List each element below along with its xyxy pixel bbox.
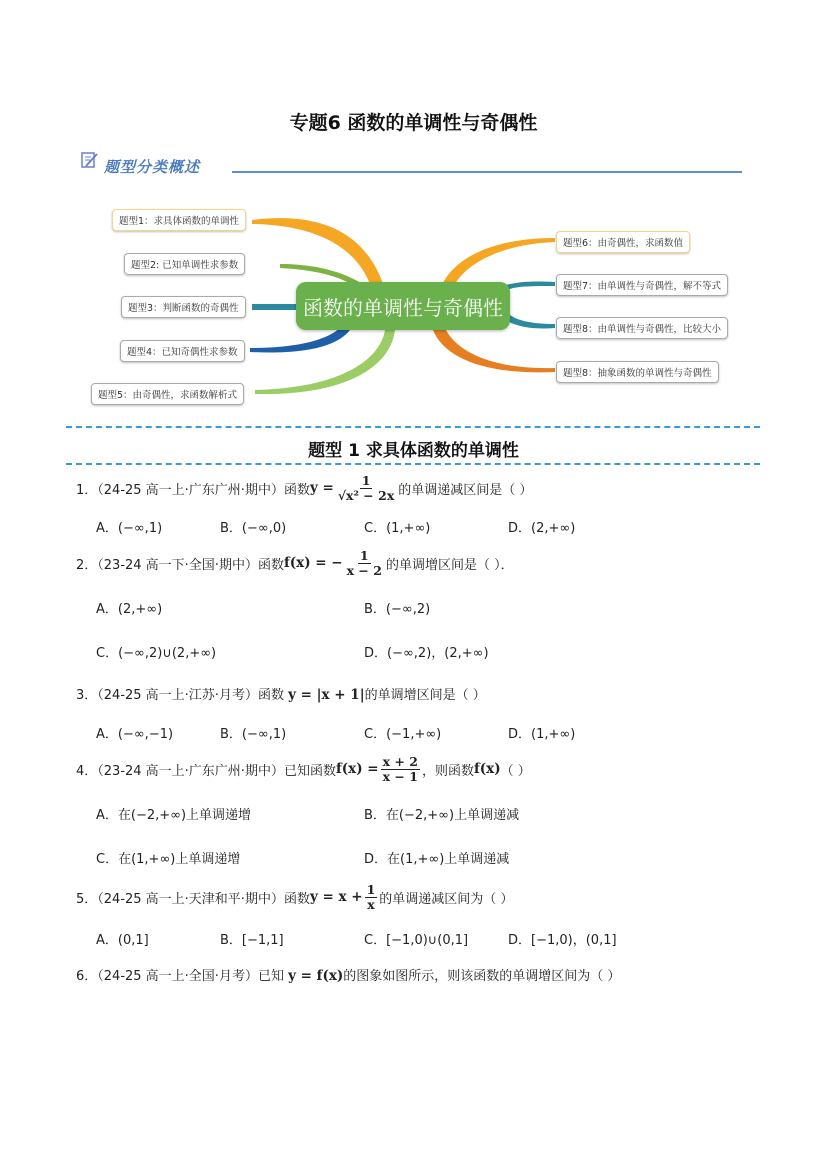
- mindmap-item-type5: 题型5：由奇偶性，求函数解析式: [91, 383, 244, 405]
- question-1-prefix: 1．（24-25 高一上·广东广州·期中）函数: [76, 482, 310, 498]
- question-4: [76, 755, 531, 784]
- q2-option-b: B．(−∞,2): [364, 602, 431, 617]
- question-5-fraction: [365, 883, 378, 912]
- question-1-fraction: [336, 474, 396, 503]
- fraction-numerator: 1: [366, 882, 376, 897]
- question-5-suffix: 的单调递减区间为（ ）: [379, 891, 514, 907]
- question-2: [76, 549, 514, 578]
- q4-option-b: B．在(−2,+∞)上单调递减: [364, 808, 520, 823]
- question-6-prefix: 6．（24-25 高一上·全国·月考）已知: [76, 969, 289, 984]
- q3-option-b: B．(−∞,1): [220, 727, 287, 742]
- question-5: [76, 883, 513, 912]
- mindmap-item-type8: 题型8：由单调性与奇偶性，比较大小: [556, 317, 728, 339]
- fraction-denominator: x: [367, 896, 375, 912]
- q3-option-c: C．(−1,+∞): [364, 727, 442, 742]
- q4-option-d: D．在(1,+∞)上单调递减: [364, 852, 510, 867]
- section-divider-top: [66, 426, 760, 428]
- fraction-denominator: √x² − 2x: [337, 487, 395, 503]
- fraction-denominator: x − 1: [382, 768, 418, 784]
- mindmap-item-type1: 题型1：求具体函数的单调性: [112, 209, 246, 231]
- section-title: 题型 1 求具体函数的单调性: [308, 441, 519, 461]
- mindmap-item-type2: 题型2: 已知单调性求参数: [124, 253, 245, 275]
- overview-divider: [232, 171, 742, 173]
- q5-option-a: A．(0,1]: [96, 933, 149, 948]
- question-4-func: f(x) =: [335, 761, 379, 778]
- mindmap-item-type4: 题型4：已知奇偶性求参数: [120, 340, 245, 362]
- page-title: 专题6 函数的单调性与奇偶性: [289, 112, 538, 134]
- question-4-func2: f(x): [473, 761, 501, 778]
- mindmap-item-type8b: 题型8：抽象函数的单调性与奇偶性: [556, 361, 719, 383]
- question-4-prefix: 4．（23-24 高一上·广东广州·期中）已知函数: [76, 763, 336, 779]
- mindmap-item-type6: 题型6：由奇偶性，求函数值: [556, 231, 690, 253]
- question-2-suffix: 的单调增区间是（ ）．: [385, 557, 514, 573]
- fraction-numerator: 1: [359, 548, 369, 563]
- question-4-mid: ，则函数: [421, 763, 474, 779]
- q1-option-d: D．(2,+∞): [508, 521, 576, 536]
- q1-option-b: B．(−∞,0): [220, 521, 287, 536]
- q2-option-a: A．(2,+∞): [96, 602, 163, 617]
- q5-option-b: B．[−1,1]: [220, 933, 284, 948]
- question-5-func: y = x +: [309, 889, 363, 906]
- question-5-prefix: 5．（24-25 高一上·天津和平·期中）函数: [76, 891, 310, 907]
- question-3-prefix: 3．（24-25 高一上·江苏·月考）函数: [76, 688, 289, 703]
- question-4-suffix: （ ）: [500, 763, 531, 779]
- question-3-func: y = |x + 1|: [288, 687, 365, 703]
- fraction-numerator: x + 2: [382, 754, 418, 769]
- fraction-denominator: x − 2: [346, 562, 382, 578]
- question-1-suffix: 的单调递减区间是（ ）: [398, 482, 533, 498]
- question-3: [76, 684, 486, 703]
- mindmap-item-type7: 题型7：由单调性与奇偶性，解不等式: [556, 274, 728, 296]
- question-6: [76, 965, 620, 984]
- pencil-icon: [80, 150, 100, 170]
- question-6-suffix: 的图象如图所示，则该函数的单调增区间为（ ）: [343, 969, 621, 984]
- question-2-prefix: 2．（23-24 高一下·全国·期中）函数: [76, 557, 284, 573]
- mindmap-center: 函数的单调性与奇偶性: [296, 282, 510, 330]
- section-divider-bottom: [66, 463, 760, 465]
- q4-option-c: C．在(1,+∞)上单调递增: [96, 852, 241, 867]
- question-1-func: y =: [309, 480, 334, 497]
- overview-label: 题型分类概述: [104, 158, 201, 176]
- mindmap-item-type3: 题型3：判断函数的奇偶性: [121, 296, 246, 318]
- question-2-func: f(x) = −: [283, 555, 343, 572]
- q3-option-a: A．(−∞,−1): [96, 727, 174, 742]
- fraction-numerator: 1: [361, 473, 371, 488]
- question-1: [76, 474, 532, 503]
- q1-option-c: C．(1,+∞): [364, 521, 431, 536]
- q5-option-d: D．[−1,0)，(0,1]: [508, 933, 617, 948]
- question-3-suffix: 的单调增区间是（ ）: [364, 688, 486, 703]
- q2-option-c: C．(−∞,2)∪(2,+∞): [96, 646, 217, 661]
- q5-option-c: C．[−1,0)∪(0,1]: [364, 933, 469, 948]
- q4-option-a: A．在(−2,+∞)上单调递增: [96, 808, 252, 823]
- q2-option-d: D．(−∞,2)，(2,+∞): [364, 646, 489, 661]
- q3-option-d: D．(1,+∞): [508, 727, 576, 742]
- question-2-fraction: [345, 549, 384, 578]
- question-4-fraction: [381, 755, 420, 784]
- q1-option-a: A．(−∞,1): [96, 521, 163, 536]
- question-6-func: y = f(x): [288, 968, 344, 984]
